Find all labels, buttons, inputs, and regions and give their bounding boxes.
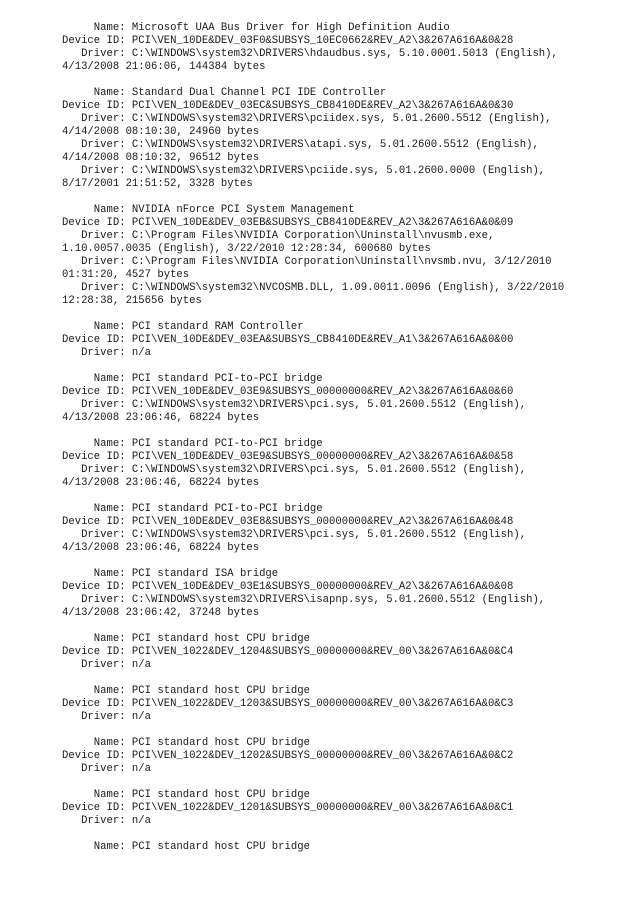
document-page bbox=[62, 22, 622, 867]
device-text-line: Name: PCI standard ISA bridge bbox=[62, 568, 279, 580]
device-text-line: Device ID: PCI\VEN_1022&DEV_1204&SUBSYS_00000000&REV_00\3&267A616A&0&C4 bbox=[62, 646, 514, 658]
device-text-line: Device ID: PCI\VEN_10DE&DEV_03E1&SUBSYS_00000000&REV_A2\3&267A616A&0&08 bbox=[62, 581, 514, 593]
device-text-line: 8/17/2001 21:51:52, 3328 bytes bbox=[62, 178, 253, 190]
device-text-line: 4/14/2008 08:10:32, 96512 bytes bbox=[62, 152, 260, 164]
device-text-line: 4/13/2008 23:06:46, 68224 bytes bbox=[62, 412, 260, 424]
device-text-line: 01:31:20, 4527 bytes bbox=[62, 269, 190, 281]
device-entry bbox=[62, 633, 622, 672]
device-entry bbox=[62, 321, 622, 360]
device-entry bbox=[62, 685, 622, 724]
device-text-line: Name: Standard Dual Channel PCI IDE Controller bbox=[62, 87, 387, 99]
device-text-line: 4/13/2008 23:06:42, 37248 bytes bbox=[62, 607, 260, 619]
device-text-line: Name: NVIDIA nForce PCI System Management bbox=[62, 204, 355, 216]
device-entry bbox=[62, 737, 622, 776]
device-text-line: Device ID: PCI\VEN_10DE&DEV_03EA&SUBSYS_CB8410DE&REV_A1\3&267A616A&0&00 bbox=[62, 334, 514, 346]
device-entry bbox=[62, 568, 622, 620]
device-entry bbox=[62, 373, 622, 425]
device-text-line: Device ID: PCI\VEN_10DE&DEV_03EB&SUBSYS_CB8410DE&REV_A2\3&267A616A&0&09 bbox=[62, 217, 514, 229]
device-text-line: Device ID: PCI\VEN_10DE&DEV_03E9&SUBSYS_00000000&REV_A2\3&267A616A&0&58 bbox=[62, 451, 514, 463]
device-text-line: Name: PCI standard PCI-to-PCI bridge bbox=[62, 438, 323, 450]
device-entry bbox=[62, 22, 622, 74]
device-entry bbox=[62, 841, 622, 854]
device-text-line: Device ID: PCI\VEN_1022&DEV_1201&SUBSYS_00000000&REV_00\3&267A616A&0&C1 bbox=[62, 802, 514, 814]
device-entry bbox=[62, 204, 622, 308]
device-text-line: Driver: n/a bbox=[62, 659, 152, 671]
device-text-line: Driver: C:\WINDOWS\system32\DRIVERS\pciidex.sys, 5.01.2600.5512 (English), bbox=[62, 113, 552, 125]
device-text-line: Device ID: PCI\VEN_10DE&DEV_03E8&SUBSYS_00000000&REV_A2\3&267A616A&0&48 bbox=[62, 516, 514, 528]
device-text-line: Driver: C:\WINDOWS\system32\DRIVERS\atapi.sys, 5.01.2600.5512 (English), bbox=[62, 139, 539, 151]
device-text-line: Name: PCI standard host CPU bridge bbox=[62, 841, 310, 853]
device-text-line: Driver: C:\Program Files\NVIDIA Corporation\Uninstall\nvsmb.nvu, 3/12/2010 bbox=[62, 256, 552, 268]
device-text-line: Name: Microsoft UAA Bus Driver for High Definition Audio bbox=[62, 22, 450, 34]
device-text-line: Name: PCI standard host CPU bridge bbox=[62, 633, 310, 645]
device-text-line: 4/13/2008 23:06:46, 68224 bytes bbox=[62, 477, 260, 489]
device-text-line: Driver: C:\WINDOWS\system32\DRIVERS\pciide.sys, 5.01.2600.0000 (English), bbox=[62, 165, 546, 177]
device-entry bbox=[62, 503, 622, 555]
device-entry bbox=[62, 87, 622, 191]
device-text-line: Driver: n/a bbox=[62, 763, 152, 775]
device-entry bbox=[62, 789, 622, 828]
device-text-line: Driver: C:\WINDOWS\system32\DRIVERS\isapnp.sys, 5.01.2600.5512 (English), bbox=[62, 594, 546, 606]
device-text-line: Name: PCI standard PCI-to-PCI bridge bbox=[62, 503, 323, 515]
device-text-line: Driver: n/a bbox=[62, 347, 152, 359]
device-text-line: 12:28:38, 215656 bytes bbox=[62, 295, 202, 307]
device-text-line: 4/13/2008 21:06:06, 144384 bytes bbox=[62, 61, 266, 73]
device-text-line: Driver: n/a bbox=[62, 711, 152, 723]
device-text-line: 1.10.0057.0035 (English), 3/22/2010 12:28:34, 600680 bytes bbox=[62, 243, 431, 255]
device-text-line: Driver: C:\WINDOWS\system32\DRIVERS\hdaudbus.sys, 5.10.0001.5013 (English), bbox=[62, 48, 558, 60]
device-text-line: Name: PCI standard PCI-to-PCI bridge bbox=[62, 373, 323, 385]
device-text-line: Device ID: PCI\VEN_10DE&DEV_03E9&SUBSYS_00000000&REV_A2\3&267A616A&0&60 bbox=[62, 386, 514, 398]
device-text-line: Name: PCI standard host CPU bridge bbox=[62, 685, 310, 697]
device-text-line: Driver: C:\WINDOWS\system32\DRIVERS\pci.sys, 5.01.2600.5512 (English), bbox=[62, 399, 527, 411]
device-text-line: Device ID: PCI\VEN_10DE&DEV_03F0&SUBSYS_10EC0662&REV_A2\3&267A616A&0&28 bbox=[62, 35, 514, 47]
device-text-line: Driver: C:\WINDOWS\system32\DRIVERS\pci.sys, 5.01.2600.5512 (English), bbox=[62, 464, 527, 476]
device-text-line: Name: PCI standard RAM Controller bbox=[62, 321, 304, 333]
device-text-line: Driver: C:\WINDOWS\system32\DRIVERS\pci.sys, 5.01.2600.5512 (English), bbox=[62, 529, 527, 541]
device-text-line: Name: PCI standard host CPU bridge bbox=[62, 789, 310, 801]
device-text-line: Name: PCI standard host CPU bridge bbox=[62, 737, 310, 749]
device-text-line: Device ID: PCI\VEN_1022&DEV_1203&SUBSYS_00000000&REV_00\3&267A616A&0&C3 bbox=[62, 698, 514, 710]
device-text-line: 4/14/2008 08:10:30, 24960 bytes bbox=[62, 126, 260, 138]
device-text-line: Device ID: PCI\VEN_1022&DEV_1202&SUBSYS_00000000&REV_00\3&267A616A&0&C2 bbox=[62, 750, 514, 762]
device-text-line: 4/13/2008 23:06:46, 68224 bytes bbox=[62, 542, 260, 554]
device-text-line: Driver: C:\Program Files\NVIDIA Corporation\Uninstall\nvusmb.exe, bbox=[62, 230, 495, 242]
device-text-line: Device ID: PCI\VEN_10DE&DEV_03EC&SUBSYS_CB8410DE&REV_A2\3&267A616A&0&30 bbox=[62, 100, 514, 112]
device-entry bbox=[62, 438, 622, 490]
device-text-line: Driver: C:\WINDOWS\system32\NVCOSMB.DLL, 1.09.0011.0096 (English), 3/22/2010 bbox=[62, 282, 565, 294]
device-text-line: Driver: n/a bbox=[62, 815, 152, 827]
